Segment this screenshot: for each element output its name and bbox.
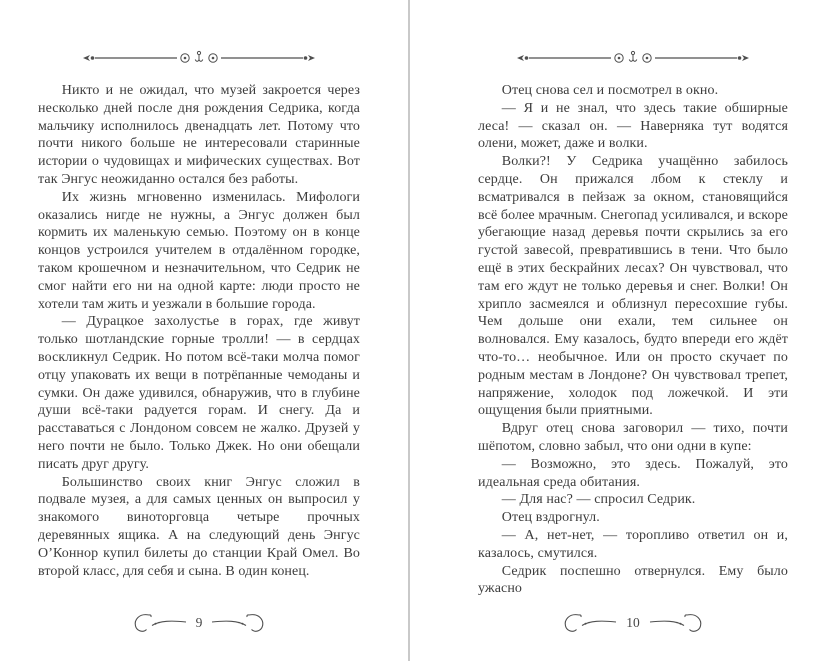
book-page-right[interactable] <box>410 0 820 661</box>
paragraph: Седрик поспешно отвернулся. Ему было ужасно <box>478 563 788 597</box>
page-spread-divider <box>408 0 410 661</box>
footer-flourish-left-icon <box>562 611 618 635</box>
paragraph: Никто и не ожидал, что музей закроется через несколько дней после дня рождения Седрика, когда мальчику исполнилось двенадцать лет. Потому что почти никого больше не интересовали старинные истории о чудовищах и мифических существах. Вот так Энгус неожиданно остался без работы. <box>38 83 360 187</box>
page-number: 10 <box>626 615 640 630</box>
page-footer <box>478 611 788 635</box>
chapter-ornament-icon <box>82 50 316 66</box>
page-text <box>38 82 360 580</box>
paragraph: — Возможно, это здесь. Пожалуй, это идеальная среда обитания. <box>478 456 788 490</box>
paragraph: Их жизнь мгновенно изменилась. Мифологи оказались нигде не нужны, а Энгус должен был кормить их маленькую семью. Поэтому он в конце концов устроился учителем в отдалённом городке, таком крошечном и незначительном, что Седрик не смог найти его ни на одной карте: люди просто не хотели там жить и уезжали в большие города. <box>38 189 360 312</box>
paragraph: — Я и не знал, что здесь такие обширные леса! — сказал он. — Наверняка тут водятся олени, может, даже и волки. <box>478 100 788 152</box>
footer-flourish-right-icon <box>648 611 704 635</box>
paragraph: Волки?! У Седрика учащённо забилось сердце. Он прижался лбом к стеклу и всматривался в пейзаж за окном, становящийся всё более мрачным. Снегопад усиливался, и вскоре убегающие назад деревья почти скрылись за его густой завесой, превратившись в тени. Что было ещё в этих бескрайних лесах? Он чувствовал, что там его ждут не только деревья и снег. Волки! Он хрипло засмеялся и облизнул пересохшие губы. Чем дольше они ехали, тем сильнее он волновался. Ему казалось, будто впереди его ждёт что-то… необычное. Или он просто скучает по родным местам в Лондоне? Он чувствовал трепет, напряжение, холодок под ложечкой. И эти ощущения были приятными. <box>478 154 788 419</box>
footer-flourish-left-icon <box>132 611 188 635</box>
paragraph: Отец снова сел и посмотрел в окно. <box>501 83 719 98</box>
page-footer <box>38 611 360 635</box>
page-number: 9 <box>195 615 203 630</box>
paragraph: — Дурацкое захолустье в горах, где живут только шотландские горные тролли! — в сердцах воскликнул Седрик. Но потом всё-таки молча помог отцу упаковать их вещи в потрёпанные чемоданы и сумки. Он даже удивился, обнаружив, что в глубине души всё-таки радуется горам. И снегу. Да и расставаться с Лондоном совсем не жалко. Друзей у него почти не было. Только Джек. Но они обещали писать друг другу. <box>38 314 360 472</box>
paragraph: Большинство своих книг Энгус сложил в подвале музея, а для самых ценных он выпросил у знакомого виноторговца четыре прочных деревянных ящика. А на следующий день Энгус О’Коннор купил билеты до станции Край Омел. Во второй класс, для себя и сына. В один конец. <box>38 474 360 579</box>
footer-flourish-right-icon <box>210 611 266 635</box>
paragraph: — А, нет-нет, — торопливо ответил он и, казалось, смутился. <box>478 527 788 561</box>
paragraph: Вдруг отец снова заговорил — тихо, почти шёпотом, словно забыл, что они одни в купе: <box>478 421 788 454</box>
paragraph: Отец вздрогнул. <box>501 510 600 526</box>
page-text <box>478 82 788 598</box>
paragraph: — Для нас? — спросил Седрик. <box>501 492 696 508</box>
chapter-ornament-icon <box>516 50 750 66</box>
